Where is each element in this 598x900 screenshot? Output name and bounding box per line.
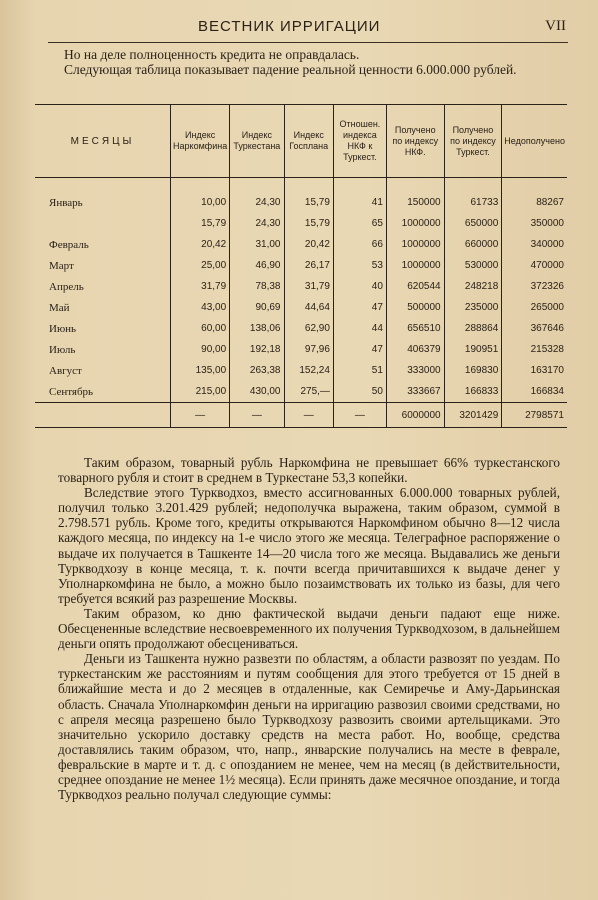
total-cell: 2798571 <box>502 403 567 428</box>
value-cell: 1000000 <box>386 255 444 276</box>
value-cell: 406379 <box>386 339 444 360</box>
total-cell: 6000000 <box>386 403 444 428</box>
table-row <box>35 339 567 360</box>
table-header-row <box>35 105 567 178</box>
value-cell: 41 <box>333 192 386 213</box>
month-cell: Февраль <box>49 238 89 251</box>
page-number: VII <box>545 18 566 34</box>
total-cell: — <box>230 403 284 428</box>
table-row <box>35 318 567 339</box>
paragraph-3: Таким образом, ко дню фактической выдачи деньги падают еще ниже. Обесцененные вследствие несвоевременного их получения Туркводхозом, в дальнейшем деньги опять продолжают обесцениваться. <box>58 605 560 652</box>
value-cell: 135,00 <box>171 360 230 381</box>
value-cell: 333000 <box>386 360 444 381</box>
col-header-gosplan-index: Индекс Госплана <box>284 105 333 178</box>
table-row <box>35 360 567 381</box>
value-cell: 470000 <box>502 255 567 276</box>
value-cell: 430,00 <box>230 381 284 403</box>
journal-title: ВЕСТНИК ИРРИГАЦИИ <box>198 18 381 35</box>
table-row <box>35 213 567 234</box>
value-cell: 650000 <box>444 213 502 234</box>
value-cell: 47 <box>333 339 386 360</box>
total-cell: — <box>171 403 230 428</box>
value-cell: 25,00 <box>171 255 230 276</box>
value-cell: 620544 <box>386 276 444 297</box>
value-cell: 275,— <box>284 381 333 403</box>
value-cell: 31,79 <box>171 276 230 297</box>
month-cell: Март <box>49 259 74 272</box>
month-cell: Сентябрь <box>49 385 94 398</box>
value-cell: 60,00 <box>171 318 230 339</box>
value-cell: 20,42 <box>171 234 230 255</box>
col-header-got-nkf: Получено по индексу НКФ. <box>386 105 444 178</box>
value-cell: 90,69 <box>230 297 284 318</box>
value-cell: 88267 <box>502 192 567 213</box>
month-cell: Июнь <box>49 322 77 335</box>
value-cell: 44,64 <box>284 297 333 318</box>
value-cell: 43,00 <box>171 297 230 318</box>
table-row <box>35 255 567 276</box>
total-cell: — <box>284 403 333 428</box>
value-cell: 44 <box>333 318 386 339</box>
value-cell: 192,18 <box>230 339 284 360</box>
value-cell: 10,00 <box>171 192 230 213</box>
value-cell: 372326 <box>502 276 567 297</box>
month-cell: Май <box>49 301 70 314</box>
body-text <box>58 455 560 802</box>
value-cell: 150000 <box>386 192 444 213</box>
value-cell: 500000 <box>386 297 444 318</box>
table-row <box>35 297 567 318</box>
col-header-ratio: Отношен. индекса НКФ к Туркест. <box>333 105 386 178</box>
month-cell: Январь <box>49 196 83 209</box>
value-cell: 65 <box>333 213 386 234</box>
table-row <box>35 276 567 297</box>
value-cell: 90,00 <box>171 339 230 360</box>
value-cell: 24,30 <box>230 192 284 213</box>
paragraph-4: Деньги из Ташкента нужно развезти по областям, а области развозят по уездам. По туркестанским же расстояниям и путям сообщения для этого требуется от 15 дней в ближайшие места и до 2 месяцев в отдаленные, как Семиречье и Аму-Дарьинская область. Сначала Уполнаркомфин деньги на ирригацию развозил своими средствами, но с апреля месяца разрешено было Туркводхозу развозить своими артельщиками. Это значительно ускорило доставку средств на места работ. Но, вообще, средства доставлялись таким образом, что, напр., январские получались на месте в феврале, февральские в марте и т. д. с опозданием не менее, чем на месяц (в действительности, среднее опоздание не менее 1½ месяца). Если принять даже месячное опоздание, и тогда Туркводхоз реально получал следующие суммы: <box>58 651 560 803</box>
value-cell: 78,38 <box>230 276 284 297</box>
value-cell: 61733 <box>444 192 502 213</box>
value-cell: 1000000 <box>386 234 444 255</box>
value-cell: 66 <box>333 234 386 255</box>
value-cell: 15,79 <box>171 213 230 234</box>
value-cell: 97,96 <box>284 339 333 360</box>
col-header-turk-index: Индекс Туркестана <box>230 105 284 178</box>
index-table <box>35 104 567 428</box>
value-cell: 656510 <box>386 318 444 339</box>
value-cell: 215,00 <box>171 381 230 403</box>
value-cell: 265000 <box>502 297 567 318</box>
value-cell: 26,17 <box>284 255 333 276</box>
value-cell: 53 <box>333 255 386 276</box>
total-cell: — <box>333 403 386 428</box>
value-cell: 367646 <box>502 318 567 339</box>
value-cell: 50 <box>333 381 386 403</box>
value-cell: 215328 <box>502 339 567 360</box>
month-cell <box>35 213 171 234</box>
value-cell: 31,00 <box>230 234 284 255</box>
month-cell: Июль <box>49 343 76 356</box>
table-row <box>35 381 567 403</box>
value-cell: 1000000 <box>386 213 444 234</box>
value-cell: 288864 <box>444 318 502 339</box>
value-cell: 51 <box>333 360 386 381</box>
value-cell: 263,38 <box>230 360 284 381</box>
totals-row <box>35 403 567 428</box>
value-cell: 24,30 <box>230 213 284 234</box>
col-header-shortfall: Недополучено <box>502 105 567 178</box>
value-cell: 15,79 <box>284 213 333 234</box>
index-table-wrapper <box>35 104 567 440</box>
intro-text <box>58 47 568 77</box>
value-cell: 40 <box>333 276 386 297</box>
total-cell: 3201429 <box>444 403 502 428</box>
total-cell <box>35 403 171 428</box>
value-cell: 166833 <box>444 381 502 403</box>
intro-line-2: Следующая таблица показывает падение реальной ценности 6.000.000 рублей. <box>64 62 517 77</box>
col-header-got-turk: Получено по индексу Туркест. <box>444 105 502 178</box>
value-cell: 20,42 <box>284 234 333 255</box>
value-cell: 248218 <box>444 276 502 297</box>
col-header-months: МЕСЯЦЫ <box>35 105 171 178</box>
table-row <box>35 234 567 255</box>
value-cell: 235000 <box>444 297 502 318</box>
value-cell: 15,79 <box>284 192 333 213</box>
value-cell: 31,79 <box>284 276 333 297</box>
col-header-nkf-index: Индекс Наркомфина <box>171 105 230 178</box>
table-row <box>35 192 567 213</box>
month-cell: Август <box>49 364 82 377</box>
value-cell: 333667 <box>386 381 444 403</box>
value-cell: 660000 <box>444 234 502 255</box>
table-spacer-row <box>35 178 567 193</box>
value-cell: 152,24 <box>284 360 333 381</box>
value-cell: 350000 <box>502 213 567 234</box>
value-cell: 169830 <box>444 360 502 381</box>
value-cell: 138,06 <box>230 318 284 339</box>
month-cell: Апрель <box>49 280 84 293</box>
running-header <box>48 14 568 43</box>
value-cell: 47 <box>333 297 386 318</box>
paragraph-2: Вследствие этого Туркводхоз, вместо ассигнованных 6.000.000 товарных рублей, получил только 3.201.429 рублей; недополучка выражена, таким образом, суммой в 2.798.571 рубль. Кроме того, кредиты открываются Наркомфином обычно 8—12 числа каждого месяца, по индексу на 1-е число этого же месяца. Телеграфное распоряжение о выдаче их получается в Ташкенте 14—20 числа того же месяца. Выдавались же деньги Туркводхозу в конце месяца, т. к. почти всегда причитавшихся к выдаче денег у Уполнаркомфина не было, а можно было позаимствовать их только из базы, для чего требуется всякий раз разрешение Москвы. <box>58 485 560 606</box>
value-cell: 163170 <box>502 360 567 381</box>
paragraph-1: Таким образом, товарный рубль Наркомфина не превышает 66% туркестанского товарного рубля и стоит в среднем в Туркестане 53,3 копейки. <box>58 455 560 486</box>
value-cell: 62,90 <box>284 318 333 339</box>
value-cell: 530000 <box>444 255 502 276</box>
value-cell: 166834 <box>502 381 567 403</box>
intro-line-1: Но на деле полноценность кредита не оправдалась. <box>64 47 360 62</box>
value-cell: 340000 <box>502 234 567 255</box>
value-cell: 190951 <box>444 339 502 360</box>
value-cell: 46,90 <box>230 255 284 276</box>
